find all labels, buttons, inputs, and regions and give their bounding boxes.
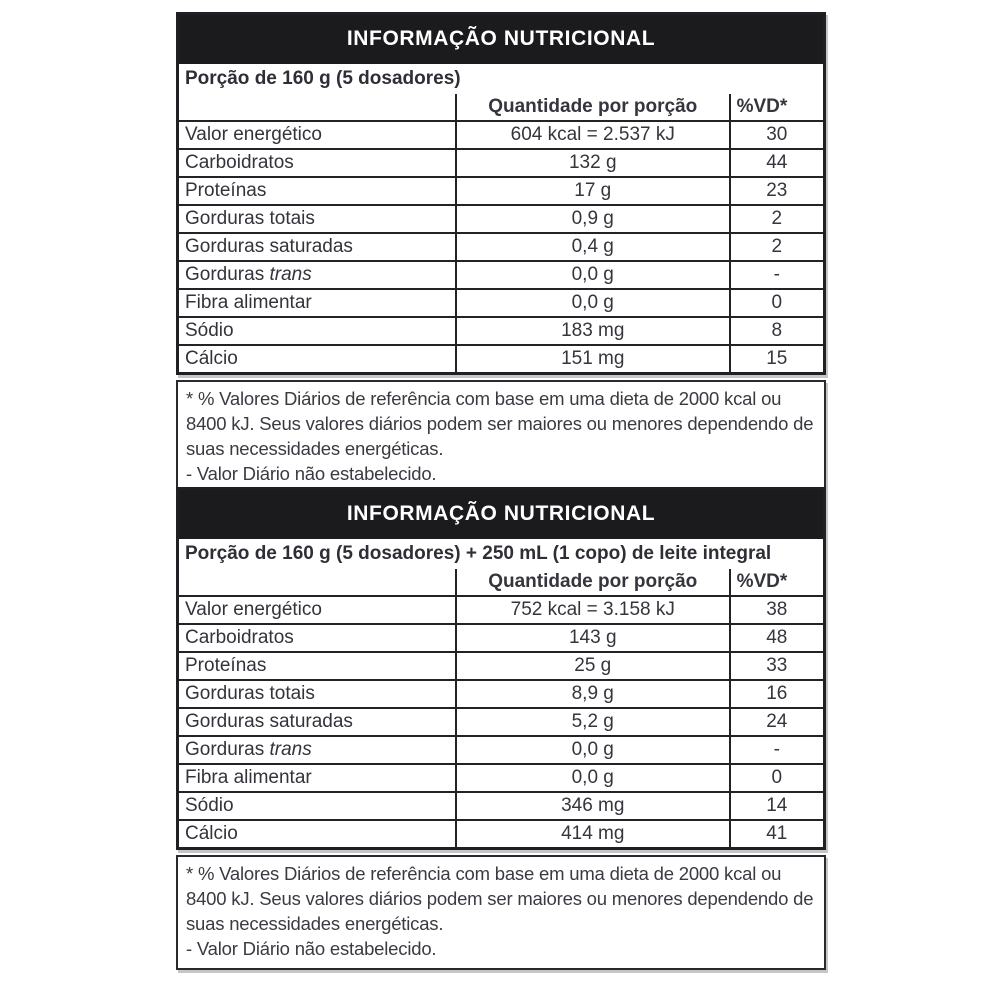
quantity-column-header: Quantidade por porção	[456, 569, 730, 596]
nutrient-quantity: 414 mg	[456, 820, 730, 847]
footnote-note: - Valor Diário não estabelecido.	[186, 938, 437, 959]
nutrient-quantity: 132 g	[456, 149, 730, 177]
dv-column-header: %VD*	[730, 569, 823, 596]
nutrient-dv: 2	[730, 205, 823, 233]
nutrient-dv: 0	[730, 289, 823, 317]
nutrient-quantity: 5,2 g	[456, 708, 730, 736]
nutrient-label-text: Cálcio	[185, 823, 238, 844]
nutrient-label	[179, 261, 456, 289]
nutrient-quantity: 8,9 g	[456, 680, 730, 708]
nutrient-label-italic: trans	[269, 264, 312, 285]
facts-table	[179, 569, 823, 847]
table-row	[179, 820, 823, 847]
table-row	[179, 792, 823, 820]
table-row	[179, 624, 823, 652]
nutrient-dv: 24	[730, 708, 823, 736]
portion-row: Porção de 160 g (5 dosadores)	[185, 68, 461, 89]
dv-column-header: %VD*	[730, 94, 823, 121]
nutrient-dv: 14	[730, 792, 823, 820]
nutrient-quantity: 0,0 g	[456, 261, 730, 289]
nutrient-dv: -	[730, 736, 823, 764]
nutrient-label	[179, 652, 456, 680]
nutrient-dv: -	[730, 261, 823, 289]
empty-header-cell	[179, 94, 456, 121]
nutrient-quantity: 346 mg	[456, 792, 730, 820]
table-row	[179, 149, 823, 177]
nutrient-dv: 33	[730, 652, 823, 680]
table-row	[179, 233, 823, 261]
nutrient-label	[179, 764, 456, 792]
table-box	[176, 12, 826, 375]
nutrient-label	[179, 177, 456, 205]
nutrient-dv: 44	[730, 149, 823, 177]
nutrient-dv: 16	[730, 680, 823, 708]
table-title: INFORMAÇÃO NUTRICIONAL	[179, 15, 823, 64]
table-row	[179, 708, 823, 736]
table-row	[179, 317, 823, 345]
nutrient-label	[179, 680, 456, 708]
table-row	[179, 261, 823, 289]
footnote-text: * % Valores Diários de referência com base em uma dieta de 2000 kcal ou 8400 kJ. Seus valores diários podem ser maiores ou menores dependendo de suas necessidades energéticas.	[186, 388, 814, 459]
nutrient-label-text: Valor energético	[185, 124, 322, 145]
nutrient-label-italic: trans	[269, 739, 312, 760]
nutrient-label	[179, 317, 456, 345]
table-row	[179, 680, 823, 708]
nutrient-label	[179, 624, 456, 652]
nutrient-label-text: Proteínas	[185, 655, 267, 676]
table-row	[179, 121, 823, 149]
portion-row: Porção de 160 g (5 dosadores) + 250 mL (1 copo) de leite integral	[185, 543, 772, 564]
footnote-box	[176, 855, 826, 970]
footnote-box	[176, 380, 826, 495]
nutrient-dv: 15	[730, 345, 823, 372]
nutrition-table-1	[176, 12, 826, 495]
nutrient-quantity: 0,9 g	[456, 205, 730, 233]
header-row	[179, 569, 823, 596]
nutrient-quantity: 604 kcal = 2.537 kJ	[456, 121, 730, 149]
nutrient-label-text: Carboidratos	[185, 152, 294, 173]
nutrient-label	[179, 792, 456, 820]
table-row	[179, 345, 823, 372]
nutrient-label-text: Sódio	[185, 320, 234, 341]
nutrition-table-2	[176, 487, 826, 970]
nutrient-label	[179, 345, 456, 372]
table-row	[179, 652, 823, 680]
table-row	[179, 289, 823, 317]
table-row	[179, 177, 823, 205]
nutrient-dv: 8	[730, 317, 823, 345]
nutrient-quantity: 0,4 g	[456, 233, 730, 261]
nutrient-quantity: 25 g	[456, 652, 730, 680]
nutrient-label-text: Cálcio	[185, 348, 238, 369]
nutrient-quantity: 151 mg	[456, 345, 730, 372]
nutrient-label-text: Gorduras totais	[185, 683, 315, 704]
nutrient-label	[179, 205, 456, 233]
footnote-text: * % Valores Diários de referência com base em uma dieta de 2000 kcal ou 8400 kJ. Seus valores diários podem ser maiores ou menores dependendo de suas necessidades energéticas.	[186, 863, 814, 934]
table-row	[179, 205, 823, 233]
nutrient-dv: 38	[730, 596, 823, 624]
nutrient-label	[179, 289, 456, 317]
nutrient-label	[179, 596, 456, 624]
nutrient-dv: 41	[730, 820, 823, 847]
header-row	[179, 94, 823, 121]
nutrient-label-text: Valor energético	[185, 599, 322, 620]
nutrient-quantity: 0,0 g	[456, 736, 730, 764]
nutrient-quantity: 752 kcal = 3.158 kJ	[456, 596, 730, 624]
nutrient-quantity: 0,0 g	[456, 289, 730, 317]
nutrient-label-text: Proteínas	[185, 180, 267, 201]
nutrient-label	[179, 820, 456, 847]
nutrient-label	[179, 736, 456, 764]
nutrient-quantity: 143 g	[456, 624, 730, 652]
nutrient-label	[179, 233, 456, 261]
nutrient-label	[179, 121, 456, 149]
nutrient-label-text: Gorduras saturadas	[185, 236, 353, 257]
nutrient-label-text: Fibra alimentar	[185, 767, 312, 788]
table-row	[179, 736, 823, 764]
nutrient-dv: 30	[730, 121, 823, 149]
nutrient-quantity: 0,0 g	[456, 764, 730, 792]
nutrient-dv: 2	[730, 233, 823, 261]
footnote-note: - Valor Diário não estabelecido.	[186, 463, 437, 484]
nutrient-dv: 48	[730, 624, 823, 652]
nutrient-quantity: 17 g	[456, 177, 730, 205]
table-row	[179, 596, 823, 624]
nutrient-quantity: 183 mg	[456, 317, 730, 345]
nutrient-label-text: Sódio	[185, 795, 234, 816]
nutrient-label-text: Gorduras totais	[185, 208, 315, 229]
nutrient-dv: 23	[730, 177, 823, 205]
nutrient-label-text: Gorduras	[185, 739, 265, 760]
empty-header-cell	[179, 569, 456, 596]
nutrient-label-text: Gorduras	[185, 264, 265, 285]
nutrient-label-text: Carboidratos	[185, 627, 294, 648]
nutrient-label	[179, 149, 456, 177]
nutrient-label-text: Gorduras saturadas	[185, 711, 353, 732]
facts-table	[179, 94, 823, 372]
nutrient-label	[179, 708, 456, 736]
nutrient-label-text: Fibra alimentar	[185, 292, 312, 313]
table-title: INFORMAÇÃO NUTRICIONAL	[179, 490, 823, 539]
table-row	[179, 764, 823, 792]
table-box	[176, 487, 826, 850]
nutrient-dv: 0	[730, 764, 823, 792]
quantity-column-header: Quantidade por porção	[456, 94, 730, 121]
